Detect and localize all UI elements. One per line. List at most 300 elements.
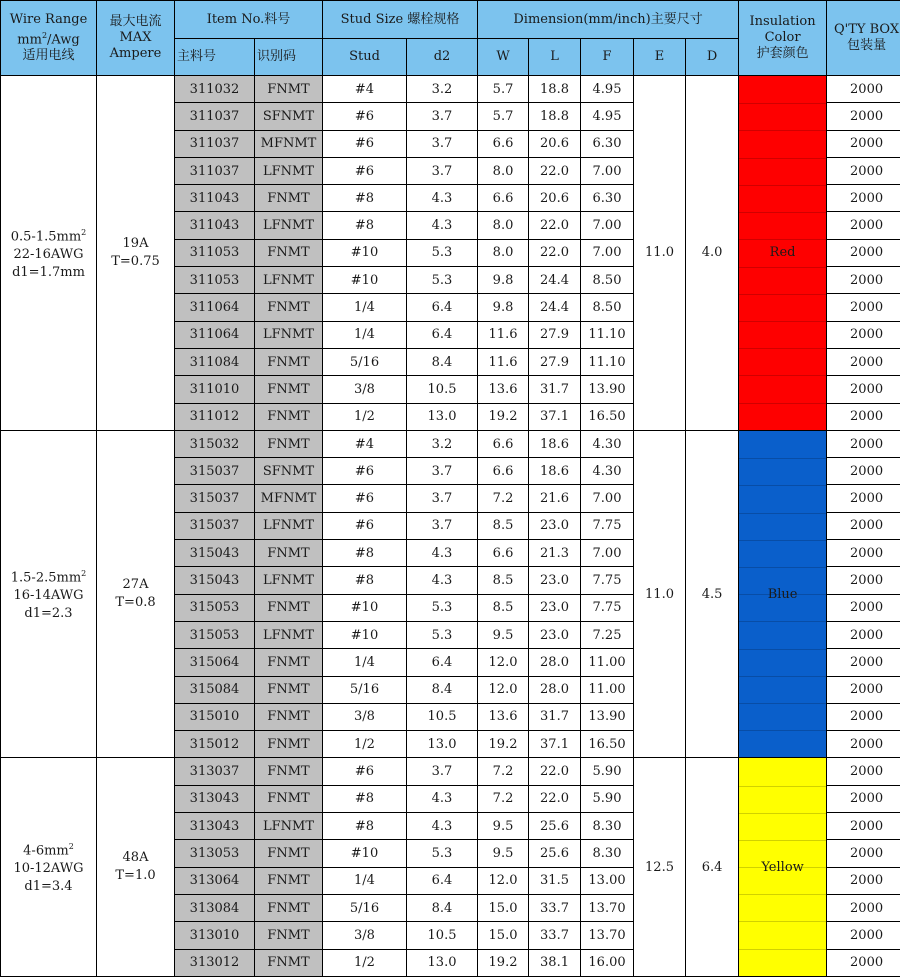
w-cell: 7.2 [478,485,529,512]
d2-cell: 4.3 [407,785,478,812]
l-cell: 27.9 [529,321,581,348]
main-part-number: 311037 [175,157,255,184]
identification-code: FNMT [255,894,323,921]
f-cell: 16.00 [581,949,634,976]
main-part-number: 313043 [175,813,255,840]
header-insulation-color: Insulation Color 护套颜色 [739,1,827,76]
identification-code: FNMT [255,867,323,894]
identification-code: FNMT [255,76,323,103]
stud-cell: 1/2 [323,949,407,976]
l-cell: 22.0 [529,758,581,785]
qty-cell: 2000 [827,458,900,485]
d2-cell: 5.3 [407,621,478,648]
stud-cell: 3/8 [323,703,407,730]
f-cell: 11.10 [581,348,634,375]
d2-cell: 3.7 [407,512,478,539]
l-cell: 23.0 [529,594,581,621]
identification-code: FNMT [255,348,323,375]
qty-cell: 2000 [827,294,900,321]
wire-range-cell: $0.5-1.5mm^2$ 22-16AWG d1=1.7mm [1,76,97,431]
l-cell: 20.6 [529,130,581,157]
w-cell: 6.6 [478,540,529,567]
qty-cell: 2000 [827,485,900,512]
qty-cell: 2000 [827,785,900,812]
main-part-number: 315037 [175,485,255,512]
stud-cell: #10 [323,267,407,294]
stud-cell: #10 [323,621,407,648]
l-cell: 33.7 [529,894,581,921]
table-row [1,430,900,457]
f-cell: 7.00 [581,157,634,184]
insulation-color-swatch [739,758,827,976]
qty-cell: 2000 [827,157,900,184]
identification-code: FNMT [255,540,323,567]
d-cell: 6.4 [686,758,739,976]
f-cell: 5.90 [581,785,634,812]
stud-cell: #6 [323,103,407,130]
d-cell: 4.5 [686,430,739,758]
d-cell: 4.0 [686,76,739,431]
insulation-color-label: Blue [768,587,798,602]
header-d2: d2 [407,39,478,76]
d2-cell: 8.4 [407,894,478,921]
qty-cell: 2000 [827,894,900,921]
main-part-number: 313053 [175,840,255,867]
header-d: D [686,39,739,76]
header-e: E [634,39,686,76]
stud-cell: #6 [323,485,407,512]
identification-code: FNMT [255,185,323,212]
stud-cell: 5/16 [323,348,407,375]
w-cell: 9.5 [478,813,529,840]
identification-code: FNMT [255,376,323,403]
d2-cell: 3.7 [407,458,478,485]
e-cell: 11.0 [634,430,686,758]
d2-cell: 6.4 [407,867,478,894]
stud-cell: 5/16 [323,676,407,703]
w-cell: 9.5 [478,621,529,648]
l-cell: 18.6 [529,430,581,457]
w-cell: 9.8 [478,294,529,321]
max-ampere-cell: 27A T=0.8 [97,430,175,758]
l-cell: 24.4 [529,294,581,321]
stud-cell: #8 [323,185,407,212]
f-cell: 7.75 [581,512,634,539]
table-body [1,76,900,977]
qty-cell: 2000 [827,185,900,212]
d2-cell: 13.0 [407,403,478,430]
f-cell: 4.95 [581,103,634,130]
identification-code: SFNMT [255,458,323,485]
w-cell: 7.2 [478,785,529,812]
w-cell: 12.0 [478,649,529,676]
insulation-color-label: Yellow [761,860,803,875]
f-cell: 8.50 [581,267,634,294]
f-cell: 7.00 [581,485,634,512]
qty-cell: 2000 [827,758,900,785]
l-cell: 31.7 [529,376,581,403]
w-cell: 8.5 [478,594,529,621]
main-part-number: 311037 [175,130,255,157]
main-part-number: 311053 [175,267,255,294]
identification-code: LFNMT [255,267,323,294]
identification-code: LFNMT [255,157,323,184]
identification-code: FNMT [255,731,323,758]
header-stud: Stud [323,39,407,76]
identification-code: FNMT [255,785,323,812]
main-part-number: 315037 [175,512,255,539]
table-row [1,758,900,785]
identification-code: SFNMT [255,103,323,130]
l-cell: 38.1 [529,949,581,976]
f-cell: 11.00 [581,676,634,703]
main-part-number: 315010 [175,703,255,730]
l-cell: 31.5 [529,867,581,894]
identification-code: FNMT [255,594,323,621]
main-part-number: 313037 [175,758,255,785]
main-part-number: 315053 [175,621,255,648]
l-cell: 33.7 [529,922,581,949]
identification-code: LFNMT [255,321,323,348]
header-dimension: Dimension(mm/inch)主要尺寸 [478,1,739,39]
l-cell: 21.3 [529,540,581,567]
main-part-number: 315037 [175,458,255,485]
main-part-number: 313064 [175,867,255,894]
main-part-number: 315012 [175,731,255,758]
header-f: F [581,39,634,76]
w-cell: 5.7 [478,103,529,130]
f-cell: 8.30 [581,813,634,840]
d2-cell: 10.5 [407,376,478,403]
f-cell: 11.00 [581,649,634,676]
d2-cell: 4.3 [407,540,478,567]
w-cell: 15.0 [478,922,529,949]
w-cell: 19.2 [478,731,529,758]
w-cell: 9.5 [478,840,529,867]
l-cell: 22.0 [529,239,581,266]
identification-code: FNMT [255,649,323,676]
d2-cell: 3.2 [407,430,478,457]
qty-cell: 2000 [827,212,900,239]
l-cell: 24.4 [529,267,581,294]
w-cell: 11.6 [478,348,529,375]
qty-cell: 2000 [827,403,900,430]
identification-code: FNMT [255,703,323,730]
stud-cell: #10 [323,840,407,867]
d2-cell: 3.7 [407,103,478,130]
identification-code: FNMT [255,403,323,430]
header-item-no: Item No.料号 [175,1,323,39]
qty-cell: 2000 [827,430,900,457]
w-cell: 11.6 [478,321,529,348]
qty-cell: 2000 [827,103,900,130]
qty-cell: 2000 [827,376,900,403]
f-cell: 4.30 [581,430,634,457]
qty-cell: 2000 [827,813,900,840]
d2-cell: 3.7 [407,485,478,512]
main-part-number: 311037 [175,103,255,130]
d2-cell: 5.3 [407,840,478,867]
main-part-number: 315053 [175,594,255,621]
w-cell: 12.0 [478,676,529,703]
main-part-number: 315043 [175,540,255,567]
stud-cell: 1/2 [323,403,407,430]
main-part-number: 315084 [175,676,255,703]
identification-code: LFNMT [255,212,323,239]
qty-cell: 2000 [827,267,900,294]
identification-code: LFNMT [255,512,323,539]
f-cell: 13.70 [581,894,634,921]
stud-cell: #4 [323,76,407,103]
main-part-number: 311043 [175,185,255,212]
stud-cell: 1/4 [323,867,407,894]
main-part-number: 313012 [175,949,255,976]
l-cell: 23.0 [529,621,581,648]
qty-cell: 2000 [827,594,900,621]
stud-cell: #8 [323,785,407,812]
e-cell: 12.5 [634,758,686,976]
qty-cell: 2000 [827,840,900,867]
qty-cell: 2000 [827,949,900,976]
insulation-color-swatch [739,430,827,758]
d2-cell: 8.4 [407,676,478,703]
l-cell: 31.7 [529,703,581,730]
qty-cell: 2000 [827,621,900,648]
identification-code: FNMT [255,922,323,949]
d2-cell: 3.7 [407,157,478,184]
w-cell: 8.5 [478,512,529,539]
w-cell: 5.7 [478,76,529,103]
main-part-number: 313010 [175,922,255,949]
main-part-number: 311012 [175,403,255,430]
max-ampere-cell: 19A T=0.75 [97,76,175,431]
l-cell: 18.8 [529,103,581,130]
qty-cell: 2000 [827,130,900,157]
main-part-number: 311032 [175,76,255,103]
f-cell: 7.00 [581,540,634,567]
l-cell: 25.6 [529,840,581,867]
stud-cell: #6 [323,458,407,485]
w-cell: 6.6 [478,130,529,157]
l-cell: 22.0 [529,157,581,184]
f-cell: 13.70 [581,922,634,949]
l-cell: 18.6 [529,458,581,485]
f-cell: 11.10 [581,321,634,348]
w-cell: 8.0 [478,212,529,239]
w-cell: 6.6 [478,185,529,212]
d2-cell: 6.4 [407,649,478,676]
header-qty-box: Q'TY BOX 包装量 [827,1,900,76]
main-part-number: 311064 [175,321,255,348]
stud-cell: #10 [323,239,407,266]
qty-cell: 2000 [827,239,900,266]
w-cell: 8.0 [478,239,529,266]
w-cell: 15.0 [478,894,529,921]
d2-cell: 3.7 [407,758,478,785]
w-cell: 7.2 [478,758,529,785]
stud-cell: 1/4 [323,649,407,676]
main-part-number: 313084 [175,894,255,921]
d2-cell: 3.7 [407,130,478,157]
identification-code: MFNMT [255,130,323,157]
w-cell: 6.6 [478,430,529,457]
e-cell: 11.0 [634,76,686,431]
header-stud-size: Stud Size 螺栓规格 [323,1,478,39]
stud-cell: 1/2 [323,731,407,758]
max-ampere-cell: 48A T=1.0 [97,758,175,976]
main-part-number: 315064 [175,649,255,676]
qty-cell: 2000 [827,649,900,676]
l-cell: 20.6 [529,185,581,212]
identification-code: FNMT [255,840,323,867]
main-part-number: 311064 [175,294,255,321]
w-cell: 6.6 [478,458,529,485]
l-cell: 22.0 [529,212,581,239]
l-cell: 37.1 [529,403,581,430]
stud-cell: #6 [323,157,407,184]
w-cell: 9.8 [478,267,529,294]
qty-cell: 2000 [827,348,900,375]
identification-code: FNMT [255,949,323,976]
wire-range-cell: $1.5-2.5mm^2$ 16-14AWG d1=2.3 [1,430,97,758]
d2-cell: 8.4 [407,348,478,375]
identification-code: FNMT [255,758,323,785]
main-part-number: 311053 [175,239,255,266]
d2-cell: 3.2 [407,76,478,103]
qty-cell: 2000 [827,867,900,894]
f-cell: 16.50 [581,403,634,430]
header-w: W [478,39,529,76]
header-max-ampere: 最大电流 MAX Ampere [97,1,175,76]
d2-cell: 4.3 [407,212,478,239]
f-cell: 4.30 [581,458,634,485]
f-cell: 7.00 [581,239,634,266]
stud-cell: 3/8 [323,922,407,949]
d2-cell: 4.3 [407,185,478,212]
insulation-color-label: Red [770,245,796,260]
d2-cell: 6.4 [407,294,478,321]
d2-cell: 5.3 [407,594,478,621]
header-l: L [529,39,581,76]
d2-cell: 4.3 [407,813,478,840]
identification-code: FNMT [255,294,323,321]
f-cell: 7.75 [581,594,634,621]
w-cell: 8.0 [478,157,529,184]
l-cell: 22.0 [529,785,581,812]
stud-cell: #10 [323,594,407,621]
f-cell: 13.90 [581,376,634,403]
f-cell: 4.95 [581,76,634,103]
w-cell: 8.5 [478,567,529,594]
main-part-number: 311084 [175,348,255,375]
stud-cell: #4 [323,430,407,457]
f-cell: 7.25 [581,621,634,648]
main-part-number: 311010 [175,376,255,403]
header-code: 识别码 [255,39,323,76]
stud-cell: #8 [323,567,407,594]
w-cell: 19.2 [478,949,529,976]
d2-cell: 6.4 [407,321,478,348]
qty-cell: 2000 [827,731,900,758]
f-cell: 8.50 [581,294,634,321]
l-cell: 28.0 [529,676,581,703]
identification-code: LFNMT [255,621,323,648]
d2-cell: 10.5 [407,922,478,949]
w-cell: 13.6 [478,703,529,730]
stud-cell: 3/8 [323,376,407,403]
qty-cell: 2000 [827,567,900,594]
qty-cell: 2000 [827,512,900,539]
w-cell: 13.6 [478,376,529,403]
l-cell: 27.9 [529,348,581,375]
f-cell: 7.75 [581,567,634,594]
d2-cell: 10.5 [407,703,478,730]
d2-cell: 4.3 [407,567,478,594]
stud-cell: #8 [323,540,407,567]
l-cell: 37.1 [529,731,581,758]
identification-code: LFNMT [255,567,323,594]
f-cell: 6.30 [581,185,634,212]
qty-cell: 2000 [827,676,900,703]
identification-code: FNMT [255,676,323,703]
main-part-number: 315032 [175,430,255,457]
stud-cell: #6 [323,130,407,157]
qty-cell: 2000 [827,703,900,730]
f-cell: 13.00 [581,867,634,894]
f-cell: 13.90 [581,703,634,730]
d2-cell: 13.0 [407,731,478,758]
stud-cell: #6 [323,512,407,539]
l-cell: 28.0 [529,649,581,676]
stud-cell: 1/4 [323,321,407,348]
identification-code: FNMT [255,239,323,266]
insulation-color-swatch [739,76,827,431]
main-part-number: 311043 [175,212,255,239]
stud-cell: #8 [323,212,407,239]
identification-code: LFNMT [255,813,323,840]
l-cell: 25.6 [529,813,581,840]
stud-cell: 5/16 [323,894,407,921]
identification-code: MFNMT [255,485,323,512]
d2-cell: 5.3 [407,239,478,266]
w-cell: 19.2 [478,403,529,430]
f-cell: 16.50 [581,731,634,758]
f-cell: 8.30 [581,840,634,867]
header-main-part: 主料号 [175,39,255,76]
stud-cell: 1/4 [323,294,407,321]
qty-cell: 2000 [827,922,900,949]
qty-cell: 2000 [827,540,900,567]
d2-cell: 5.3 [407,267,478,294]
w-cell: 12.0 [478,867,529,894]
d2-cell: 13.0 [407,949,478,976]
l-cell: 23.0 [529,512,581,539]
stud-cell: #6 [323,758,407,785]
f-cell: 7.00 [581,212,634,239]
header-wire-range: Wire Range $mm^2$/Awg 适用电线 [1,1,97,76]
qty-cell: 2000 [827,76,900,103]
f-cell: 6.30 [581,130,634,157]
l-cell: 23.0 [529,567,581,594]
identification-code: FNMT [255,430,323,457]
table-row [1,76,900,103]
wire-range-cell: $4-6mm^2$ 10-12AWG d1=3.4 [1,758,97,976]
stud-cell: #8 [323,813,407,840]
main-part-number: 313043 [175,785,255,812]
f-cell: 5.90 [581,758,634,785]
l-cell: 18.8 [529,76,581,103]
l-cell: 21.6 [529,485,581,512]
